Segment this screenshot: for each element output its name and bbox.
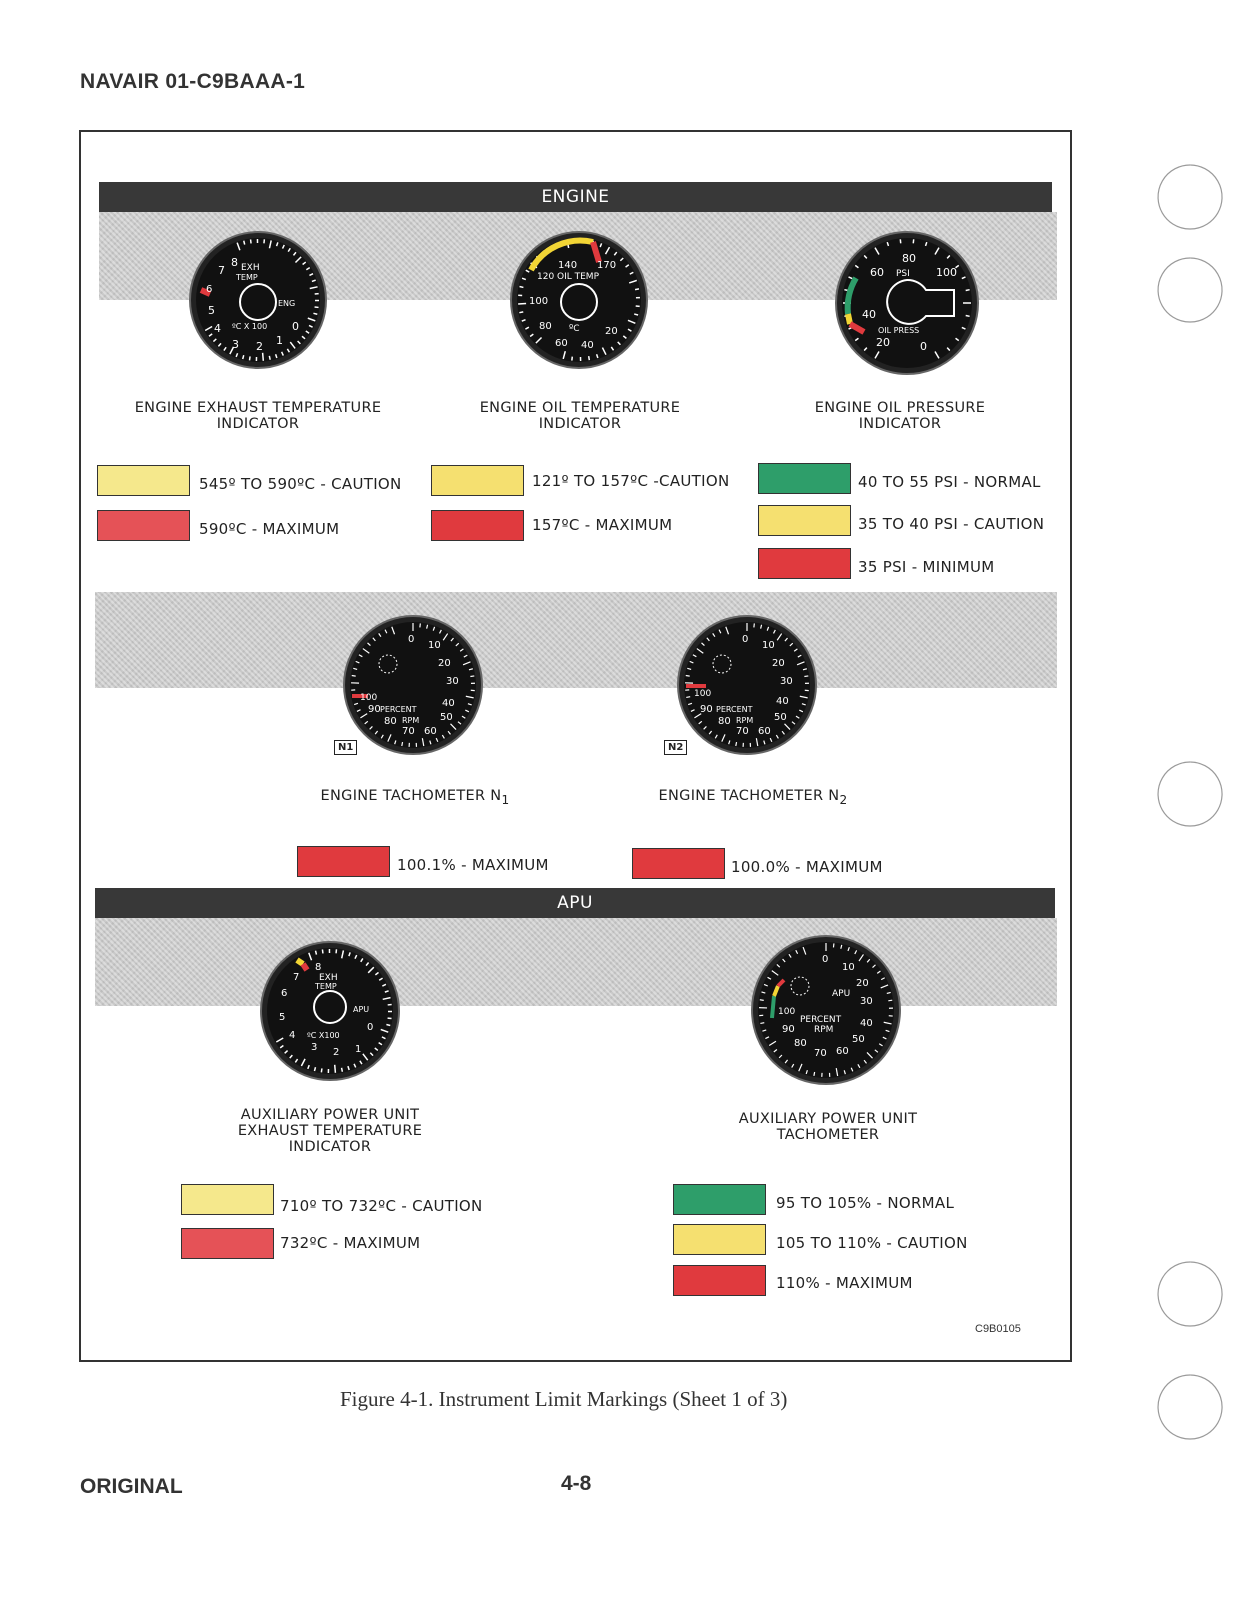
tachometer-gauge-band xyxy=(95,592,1057,688)
dial-tick xyxy=(686,676,690,677)
dial-tick xyxy=(244,241,245,245)
egt-caption xyxy=(118,400,398,432)
egt-num-1: 1 xyxy=(276,334,283,347)
oil-temp-caution-text: 121º TO 157ºC -CAUTION xyxy=(532,472,729,490)
egt-maximum-text: 590ºC - MAXIMUM xyxy=(199,520,339,538)
n2-label-percent: PERCENT xyxy=(716,705,753,714)
n2-num-0: 0 xyxy=(742,634,748,645)
dial-tick xyxy=(686,697,690,698)
document-id: NAVAIR 01-C9BAAA-1 xyxy=(80,70,305,94)
apu-egt-caption-line2: EXHAUST TEMPERATURE xyxy=(205,1123,455,1139)
n1-label-rpm: RPM xyxy=(402,716,419,725)
dial-tick xyxy=(316,951,317,955)
engine-section-bar xyxy=(99,182,1052,212)
oilp-label-title: OIL PRESS xyxy=(878,326,919,335)
dial-tick xyxy=(888,1000,892,1001)
n1-num-40: 40 xyxy=(442,698,455,709)
apt-num-60: 60 xyxy=(836,1046,849,1057)
egt-dial xyxy=(188,230,328,370)
egt-caption-line1: ENGINE EXHAUST TEMPERATURE xyxy=(118,400,398,416)
egt-num-5: 5 xyxy=(208,304,215,317)
oil-temp-caption-line2: INDICATOR xyxy=(450,416,710,432)
dial-tick xyxy=(250,356,251,360)
apu-egt-caption xyxy=(205,1107,455,1155)
oil-press-minimum-swatch xyxy=(758,548,851,579)
n2-num-80: 80 xyxy=(718,716,731,727)
engine-section-title: ENGINE xyxy=(541,187,609,207)
oil-press-minimum-text: 35 PSI - MINIMUM xyxy=(858,558,994,576)
n2-label-rpm: RPM xyxy=(736,716,753,725)
apu-egt-maximum-text: 732ºC - MAXIMUM xyxy=(280,1234,420,1252)
apu-tach-maximum-text: 110% - MAXIMUM xyxy=(776,1274,913,1292)
figure-caption: Figure 4-1. Instrument Limit Markings (Sheet 1 of 3) xyxy=(340,1387,787,1412)
oil-press-normal-text: 40 TO 55 PSI - NORMAL xyxy=(858,473,1041,491)
egt-caution-swatch xyxy=(97,465,190,496)
dial-tick xyxy=(634,314,638,315)
oilp-num-40: 40 xyxy=(862,308,876,321)
n2-num-50: 50 xyxy=(774,712,787,723)
n1-num-30: 30 xyxy=(446,676,459,687)
engine-tachometer-n1-gauge xyxy=(342,614,484,756)
oilt-num-40: 40 xyxy=(581,340,594,351)
n2-num-30: 30 xyxy=(780,676,793,687)
apt-num-10: 10 xyxy=(842,962,855,973)
egt-num-0: 0 xyxy=(292,320,299,333)
oilp-num-60: 60 xyxy=(870,266,884,279)
n1-num-90: 90 xyxy=(368,704,381,715)
apuegt-num-4: 4 xyxy=(289,1030,295,1041)
oilt-num-60: 60 xyxy=(555,338,568,349)
engine-exhaust-temperature-gauge xyxy=(188,230,328,370)
n1-num-100: 100 xyxy=(360,693,377,703)
dial-tick xyxy=(760,1023,764,1024)
n1-num-0: 0 xyxy=(408,634,414,645)
apu-tach-caution-swatch xyxy=(673,1224,766,1255)
binder-holes xyxy=(1120,0,1237,1600)
figure-code: C9B0105 xyxy=(975,1323,1021,1335)
egt-num-3: 3 xyxy=(232,338,239,351)
dial-tick xyxy=(386,1025,390,1026)
oil-press-caption xyxy=(790,400,1010,432)
apt-num-40: 40 xyxy=(860,1018,873,1029)
dial-tick xyxy=(470,676,474,677)
dial-tick xyxy=(589,356,590,360)
oil-press-caption-line2: INDICATOR xyxy=(790,416,1010,432)
n2-tag: N2 xyxy=(664,740,687,755)
apu-tach-dial xyxy=(750,934,902,1086)
dial-tick xyxy=(520,287,524,288)
page-number: 4-8 xyxy=(561,1472,591,1496)
n1-tag: N1 xyxy=(334,740,357,755)
dial-tick xyxy=(314,1067,315,1071)
oilp-num-0: 0 xyxy=(920,340,927,353)
n2-num-100: 100 xyxy=(694,689,711,699)
apuegt-num-7: 7 xyxy=(293,972,299,983)
apu-tach-normal-text: 95 TO 105% - NORMAL xyxy=(776,1194,954,1212)
n2-dial xyxy=(676,614,818,756)
n2-maximum-swatch xyxy=(632,848,725,879)
n1-num-50: 50 xyxy=(440,712,453,723)
dial-tick xyxy=(263,353,264,361)
apu-tach-caption xyxy=(713,1111,943,1143)
oil-temp-maximum-swatch xyxy=(431,510,524,541)
n2-num-60: 60 xyxy=(758,726,771,737)
n2-maximum-text: 100.0% - MAXIMUM xyxy=(731,858,883,876)
n1-num-20: 20 xyxy=(438,658,451,669)
oilp-label-psi: PSI xyxy=(896,269,910,279)
apt-label-percent: PERCENT xyxy=(800,1015,842,1025)
egt-maximum-swatch xyxy=(97,510,190,541)
apu-section-bar xyxy=(95,888,1055,918)
dial-tick xyxy=(342,1068,343,1072)
n2-num-40: 40 xyxy=(776,696,789,707)
apuegt-label-unit: ºC X100 xyxy=(307,1031,340,1040)
oil-temp-caption-line1: ENGINE OIL TEMPERATURE xyxy=(450,400,710,416)
n2-num-90: 90 xyxy=(700,704,713,715)
n2-caption xyxy=(638,788,868,808)
engine-oil-pressure-gauge xyxy=(834,230,980,376)
apuegt-label-temp: TEMP xyxy=(314,982,337,991)
egt-num-6: 6 xyxy=(206,284,212,295)
apu-egt-caption-line3: INDICATOR xyxy=(205,1139,455,1155)
n2-caption-subscript: 2 xyxy=(839,793,847,807)
n1-num-70: 70 xyxy=(402,726,415,737)
apt-num-70: 70 xyxy=(814,1048,827,1059)
oil-temp-caption xyxy=(450,400,710,432)
dial-tick xyxy=(335,1065,336,1073)
apt-num-20: 20 xyxy=(856,978,869,989)
egt-label-exh: EXH xyxy=(241,263,260,273)
apuegt-label-exh: EXH xyxy=(319,973,338,983)
apuegt-num-0: 0 xyxy=(367,1022,373,1033)
oilt-num-20: 20 xyxy=(605,326,618,337)
dial-tick xyxy=(966,290,970,291)
apuegt-num-5: 5 xyxy=(279,1012,285,1023)
oil-press-caution-swatch xyxy=(758,505,851,536)
egt-label-unit: ºC X 100 xyxy=(232,322,267,331)
apu-tach-normal-swatch xyxy=(673,1184,766,1215)
egt-num-4: 4 xyxy=(214,322,221,335)
apu-tach-caption-line1: AUXILIARY POWER UNIT xyxy=(713,1111,943,1127)
apt-label-rpm: RPM xyxy=(814,1025,833,1035)
apu-exhaust-temperature-gauge xyxy=(259,940,401,1082)
n1-caption-subscript: 1 xyxy=(501,793,509,807)
apu-tachometer-gauge xyxy=(750,934,902,1086)
apt-num-30: 30 xyxy=(860,996,873,1007)
binder-hole-shapes xyxy=(1120,0,1237,1600)
apuegt-num-2: 2 xyxy=(333,1047,339,1058)
oilt-num-170: 170 xyxy=(597,260,616,271)
oil-press-normal-swatch xyxy=(758,463,851,494)
oilp-num-100: 100 xyxy=(936,266,957,279)
apuegt-label-apu: APU xyxy=(353,1005,369,1014)
apuegt-num-6: 6 xyxy=(281,988,287,999)
n2-num-20: 20 xyxy=(772,658,785,669)
apuegt-num-3: 3 xyxy=(311,1042,317,1053)
apt-num-100: 100 xyxy=(778,1007,795,1017)
dial-tick xyxy=(814,1072,815,1076)
n1-num-80: 80 xyxy=(384,716,397,727)
egt-label-temp: TEMP xyxy=(235,273,258,282)
n1-dial xyxy=(342,614,484,756)
apt-num-80: 80 xyxy=(794,1038,807,1049)
oil-temp-maximum-text: 157ºC - MAXIMUM xyxy=(532,516,672,534)
oil-temp-dial xyxy=(509,230,649,370)
oilt-num-100: 100 xyxy=(529,296,548,307)
n1-maximum-swatch xyxy=(297,846,390,877)
n1-caption-text: ENGINE TACHOMETER N xyxy=(321,788,502,804)
oil-press-dial xyxy=(834,230,980,376)
apt-num-50: 50 xyxy=(852,1034,865,1045)
n2-num-10: 10 xyxy=(762,640,775,651)
dial-tick xyxy=(635,289,639,290)
apu-egt-caution-swatch xyxy=(181,1184,274,1215)
egt-caption-line2: INDICATOR xyxy=(118,416,398,432)
oilt-num-120: 120 xyxy=(537,272,554,282)
oilp-num-80: 80 xyxy=(902,252,916,265)
apu-egt-caution-text: 710º TO 732ºC - CAUTION xyxy=(280,1197,483,1215)
apu-tach-caution-text: 105 TO 110% - CAUTION xyxy=(776,1234,968,1252)
dial-tick xyxy=(736,742,737,746)
apt-label-apu: APU xyxy=(832,989,850,999)
apu-tach-maximum-swatch xyxy=(673,1265,766,1296)
oil-press-caution-text: 35 TO 40 PSI - CAUTION xyxy=(858,515,1044,533)
oilp-num-20: 20 xyxy=(876,336,890,349)
oilt-num-140: 140 xyxy=(558,260,577,271)
oilt-num-80: 80 xyxy=(539,321,552,332)
n1-caption xyxy=(300,788,530,808)
oilt-label-unit: ºC xyxy=(569,324,580,334)
dial-tick xyxy=(518,303,526,304)
oilt-label-title: OIL TEMP xyxy=(557,272,600,282)
dial-tick xyxy=(352,676,356,677)
egt-num-8: 8 xyxy=(231,256,238,269)
n1-num-60: 60 xyxy=(424,726,437,737)
n2-caption-text: ENGINE TACHOMETER N xyxy=(659,788,840,804)
dial-tick xyxy=(519,312,523,313)
n1-num-10: 10 xyxy=(428,640,441,651)
apu-egt-maximum-swatch xyxy=(181,1228,274,1259)
engine-tachometer-n2-gauge xyxy=(676,614,818,756)
apu-tach-caption-line2: TACHOMETER xyxy=(713,1127,943,1143)
apuegt-num-1: 1 xyxy=(355,1044,361,1055)
egt-label-eng: ENG xyxy=(278,299,295,308)
apu-egt-dial xyxy=(259,940,401,1082)
dial-tick xyxy=(760,1000,764,1001)
dial-tick xyxy=(321,1068,322,1072)
apu-section-title: APU xyxy=(557,893,593,913)
oil-temp-caution-swatch xyxy=(431,465,524,496)
egt-caution-text: 545º TO 590ºC - CAUTION xyxy=(199,475,402,493)
egt-num-7: 7 xyxy=(218,264,225,277)
apu-gauge-band xyxy=(95,918,1057,1006)
apuegt-num-8: 8 xyxy=(315,962,321,973)
dial-tick xyxy=(402,742,403,746)
apt-num-0: 0 xyxy=(822,954,828,965)
apu-egt-caption-line1: AUXILIARY POWER UNIT xyxy=(205,1107,455,1123)
oil-press-caption-line1: ENGINE OIL PRESSURE xyxy=(790,400,1010,416)
n1-label-percent: PERCENT xyxy=(380,705,417,714)
footer-original: ORIGINAL xyxy=(80,1475,183,1499)
dial-tick xyxy=(269,356,270,360)
dial-tick xyxy=(243,355,244,359)
n2-num-70: 70 xyxy=(736,726,749,737)
egt-num-2: 2 xyxy=(256,340,263,353)
n1-maximum-text: 100.1% - MAXIMUM xyxy=(397,856,549,874)
engine-oil-temperature-gauge xyxy=(509,230,649,370)
dial-tick xyxy=(966,315,970,316)
apt-num-90: 90 xyxy=(782,1024,795,1035)
dial-tick xyxy=(804,676,808,677)
dial-tick xyxy=(313,313,317,314)
